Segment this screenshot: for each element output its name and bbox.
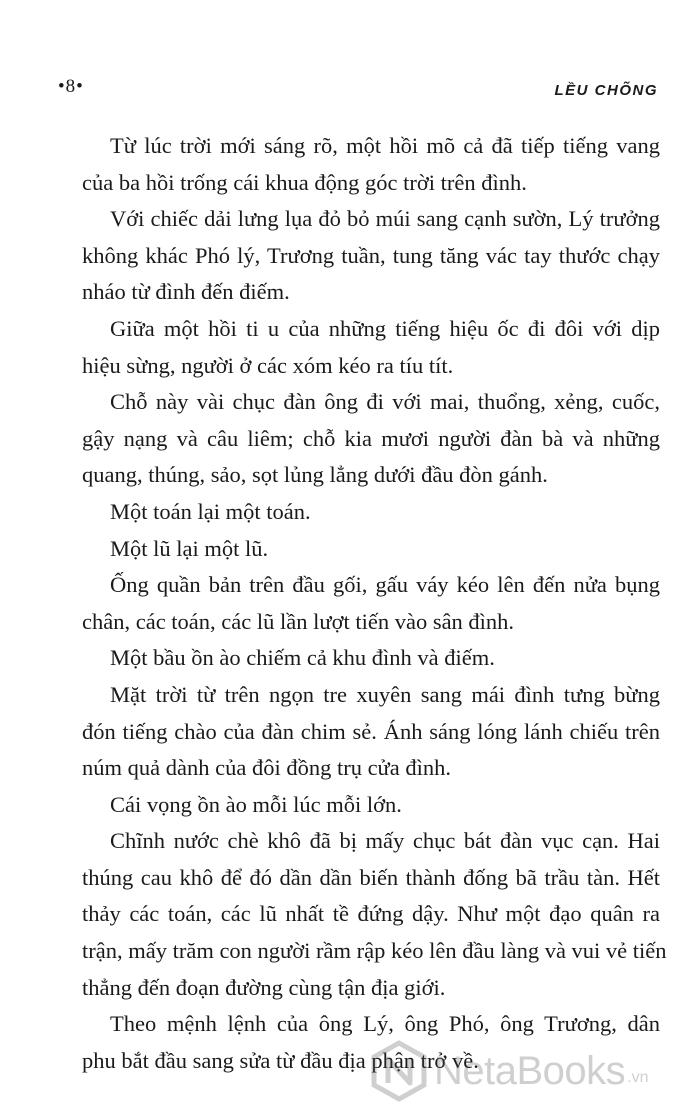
- body-text: [82, 128, 667, 1079]
- text-line: núm quả dành của đôi đồng trụ cửa đình.: [82, 755, 451, 781]
- text-line: quang, thúng, sảo, sọt lủng lẳng dưới đầu đòn gánh.: [82, 462, 548, 488]
- text-line: Một lũ lại một lũ.: [110, 535, 269, 561]
- text-line: trận, mấy trăm con người rầm rập kéo lên đầu làng và vui vẻ tiến: [82, 938, 667, 964]
- text-line: Chĩnh nước chè khô đã bị mấy chục bát đàn vục cạn. Hai: [110, 828, 660, 854]
- text-line: Theo mệnh lệnh của ông Lý, ông Phó, ông Trương, dân: [110, 1011, 660, 1037]
- text-line: hiệu sừng, người ở các xóm kéo ra tíu tít.: [82, 352, 454, 378]
- watermark-brand: NetaBooks: [434, 1048, 626, 1093]
- neta-n-logo-icon: [368, 1040, 430, 1102]
- text-line: thẳng đến đoạn đường cùng tận địa giới.: [82, 974, 446, 1000]
- text-line: thảy các toán, các lũ nhất tề đứng dậy. Như một đạo quân ra: [82, 901, 660, 927]
- page-number: •8•: [58, 76, 84, 97]
- text-line: Ống quần bản trên đầu gối, gấu váy kéo lên đến nửa bụng: [110, 572, 660, 598]
- running-title: LỀU CHÕNG: [554, 82, 658, 99]
- text-line: Từ lúc trời mới sáng rõ, một hồi mõ cả đã tiếp tiếng vang: [110, 133, 660, 158]
- text-line: gậy nạng và câu liêm; chỗ kia mươi người đàn bà và những: [82, 425, 660, 451]
- text-line: thúng cau khô để đó dần dần biến thành đống bã trầu tàn. Hết: [82, 864, 660, 890]
- text-line: Giữa một hồi ti u của những tiếng hiệu ốc đi đôi với dịp: [110, 315, 660, 341]
- text-line: chân, các toán, các lũ lần lượt tiến vào sân đình.: [82, 608, 515, 634]
- watermark: [368, 1040, 649, 1102]
- text-line: Một toán lại một toán.: [110, 498, 311, 524]
- watermark-suffix: .vn: [627, 1069, 649, 1086]
- text-line: phu bắt đầu sang sửa từ đầu địa phận trở về.: [82, 1047, 479, 1073]
- text-line: Mặt trời từ trên ngọn tre xuyên sang mái đình tưng bừng: [110, 681, 660, 707]
- text-line: của ba hồi trống cái khua động góc trời trên đình.: [82, 169, 527, 195]
- text-line: Với chiếc dải lưng lụa đỏ bỏ múi sang cạnh sườn, Lý trưởng: [110, 206, 660, 232]
- text-line: nháo từ đình đến điếm.: [82, 279, 290, 305]
- text-line: Một bầu ồn ào chiếm cả khu đình và điếm.: [110, 645, 495, 671]
- text-line: không khác Phó lý, Trương tuần, tung tăng vác tay thước chạy: [82, 242, 660, 268]
- text-line: Chỗ này vài chục đàn ông đi với mai, thuổng, xẻng, cuốc,: [110, 389, 660, 415]
- text-line: đón tiếng chào của đàn chim sẻ. Ánh sáng lóng lánh chiếu trên: [82, 718, 660, 744]
- text-line: Cái vọng ồn ào mỗi lúc mỗi lớn.: [110, 791, 402, 817]
